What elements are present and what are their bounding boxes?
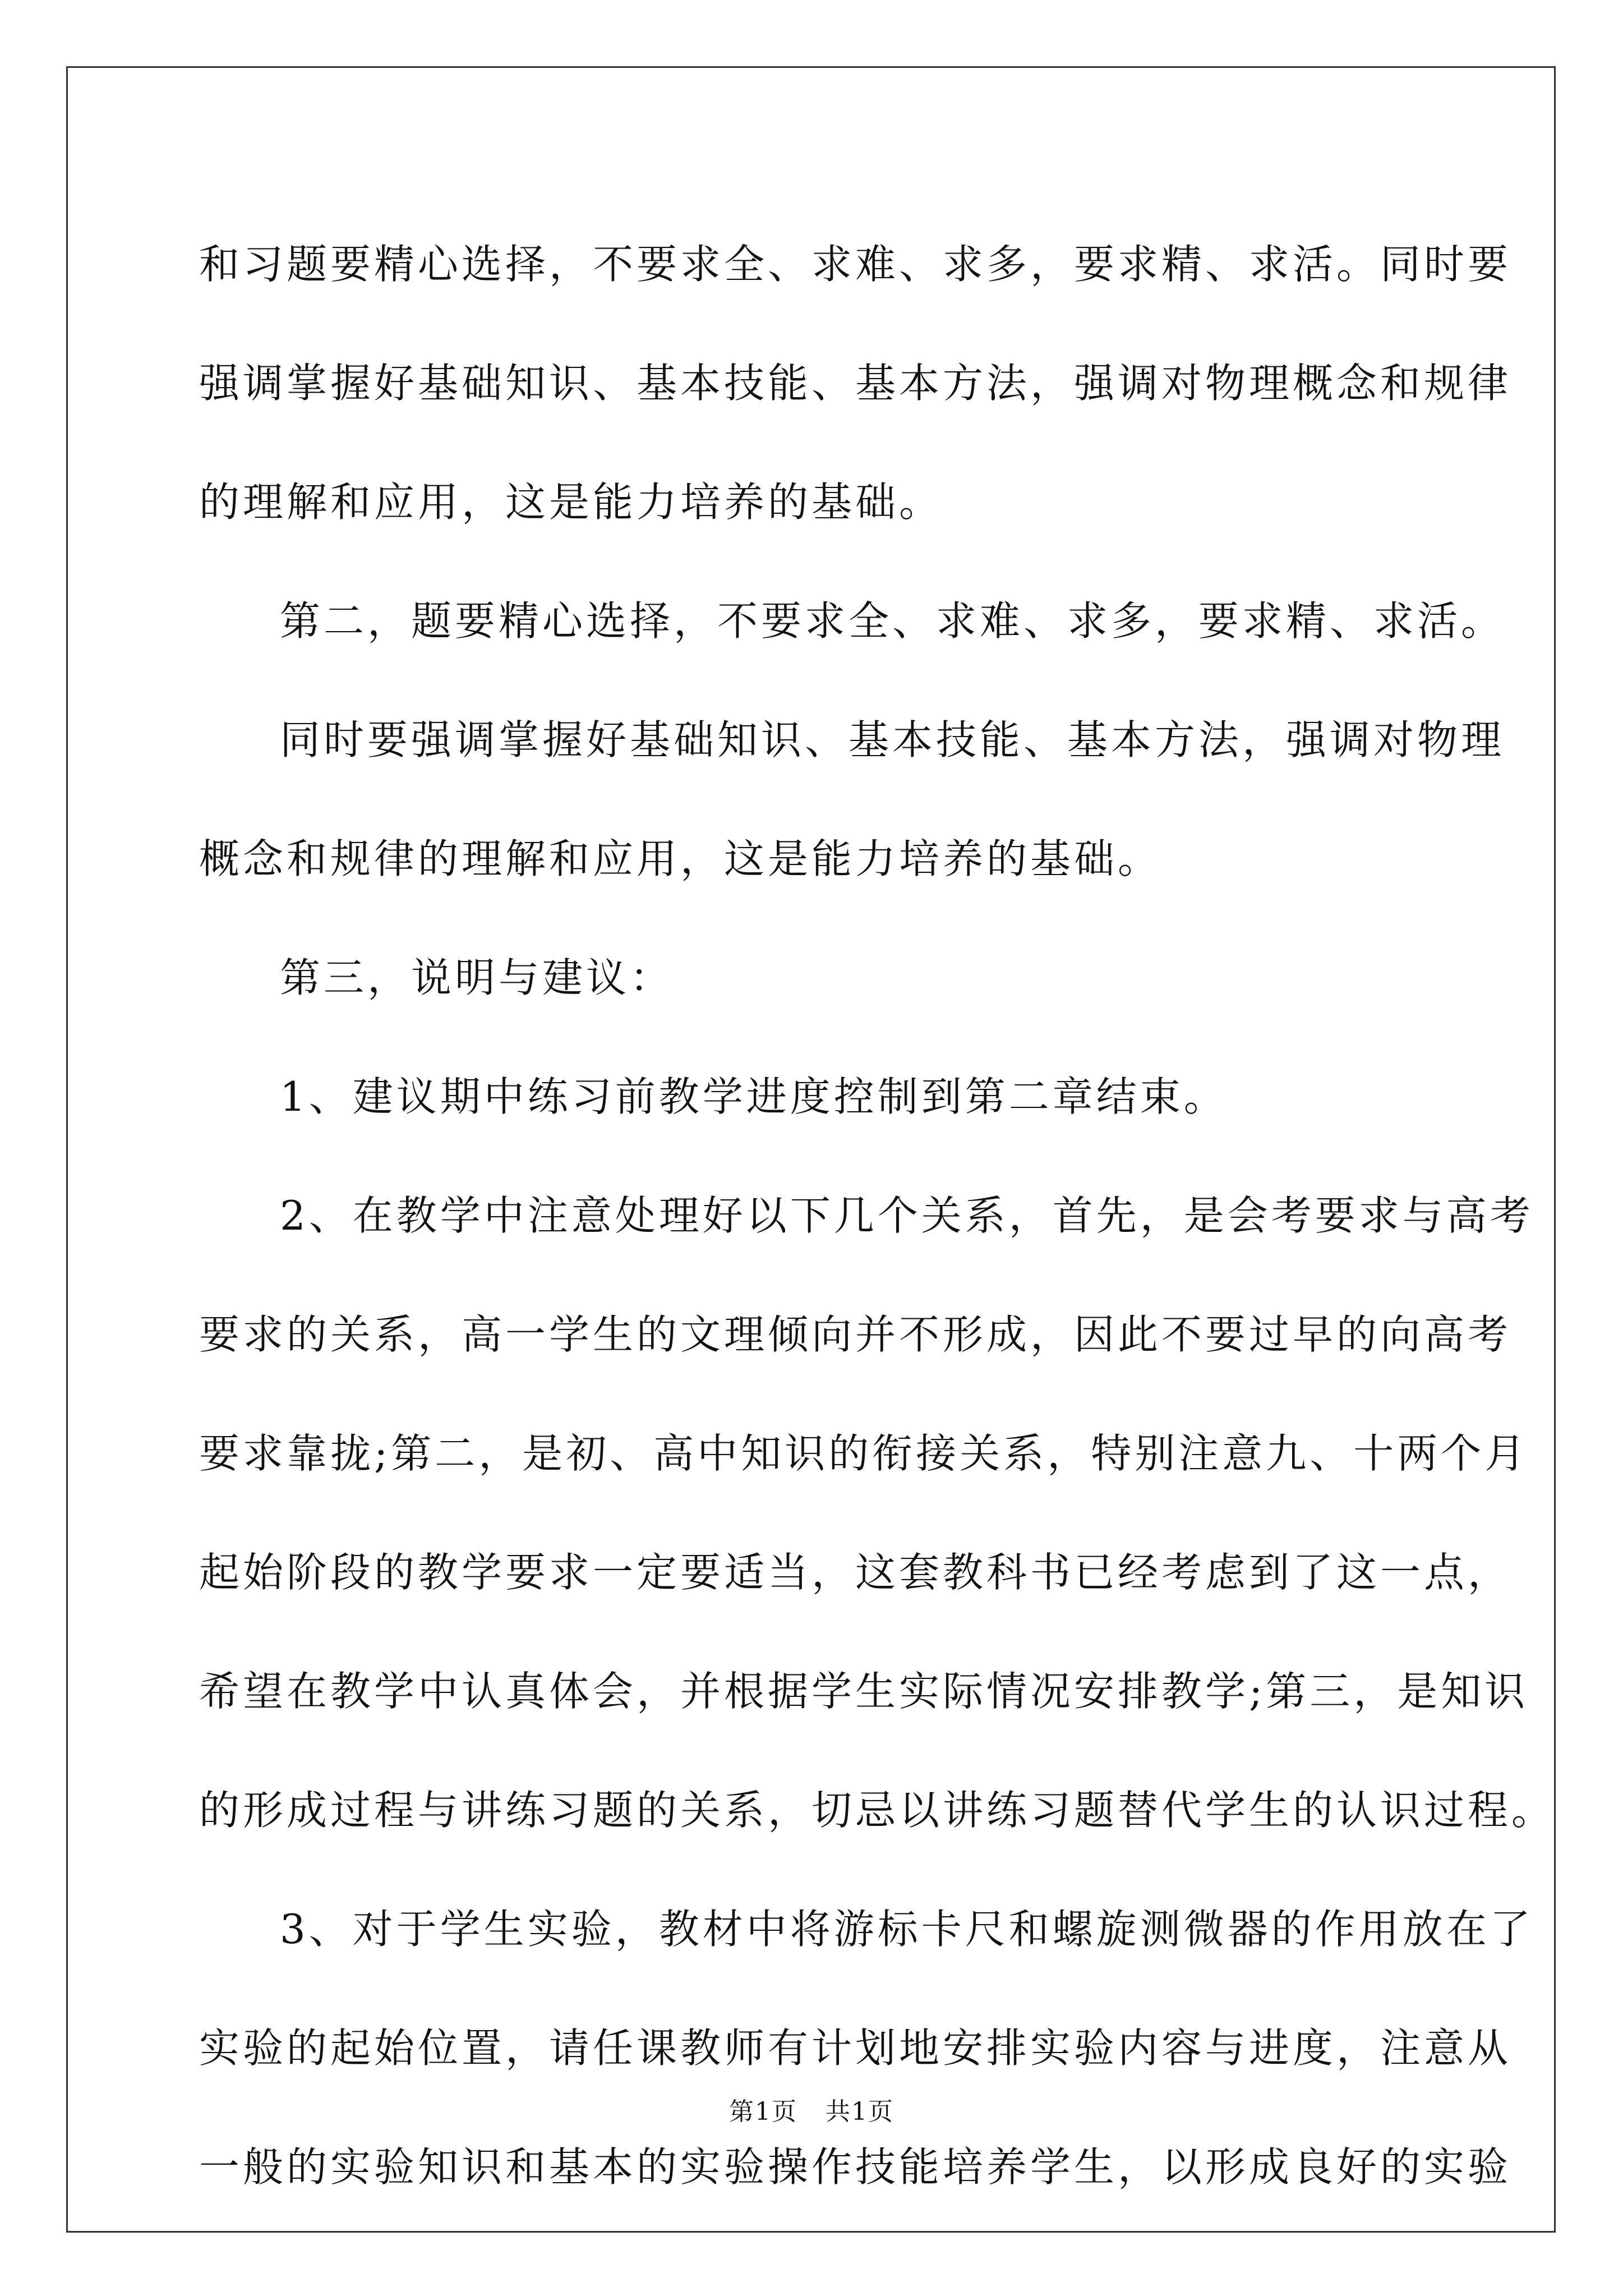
page-number: 第1页: [729, 2097, 797, 2126]
text-line-3: 的理解和应用，这是能力培养的基础。: [199, 478, 943, 526]
text-line-15: 3、对于学生实验，教材中将游标卡尺和螺旋测微器的作用放在了: [280, 1906, 1534, 1953]
text-line-5: 同时要强调掌握好基础知识、基本技能、基本方法，强调对物理: [280, 716, 1505, 763]
text-line-8: 1、建议期中练习前教学进度控制到第二章结束。: [280, 1073, 1228, 1120]
text-line-16: 实验的起始位置，请任课教师有计划地安排实验内容与进度，注意从: [199, 2024, 1512, 2072]
text-line-10: 要求的关系，高一学生的文理倾向并不形成，因此不要过早的向高考: [199, 1311, 1512, 1358]
text-line-1: 和习题要精心选择，不要求全、求难、求多，要求精、求活。同时要: [199, 241, 1512, 288]
text-line-7: 第三，说明与建议：: [280, 954, 674, 1001]
text-line-11: 要求靠拢;第二，是初、高中知识的衔接关系，特别注意九、十两个月: [199, 1430, 1529, 1477]
text-line-12: 起始阶段的教学要求一定要适当，这套教科书已经考虑到了这一点，: [199, 1549, 1512, 1596]
text-line-13: 希望在教学中认真体会，并根据学生实际情况安排教学;第三，是知识: [199, 1668, 1529, 1715]
page-count: 共1页: [826, 2097, 894, 2126]
text-line-14: 的形成过程与讲练习题的关系，切忌以讲练习题替代学生的认识过程。: [199, 1787, 1556, 1834]
text-line-6: 概念和规律的理解和应用，这是能力培养的基础。: [199, 835, 1162, 882]
text-line-2: 强调掌握好基础知识、基本技能、基本方法，强调对物理概念和规律: [199, 360, 1512, 407]
page-footer: [0, 2095, 1623, 2129]
text-line-4: 第二，题要精心选择，不要求全、求难、求多，要求精、求活。: [280, 597, 1505, 645]
text-line-9: 2、在教学中注意处理好以下几个关系，首先，是会考要求与高考: [280, 1192, 1534, 1239]
text-line-17: 一般的实验知识和基本的实验操作技能培养学生，以形成良好的实验: [199, 2143, 1512, 2191]
document-body: [199, 205, 1556, 2226]
